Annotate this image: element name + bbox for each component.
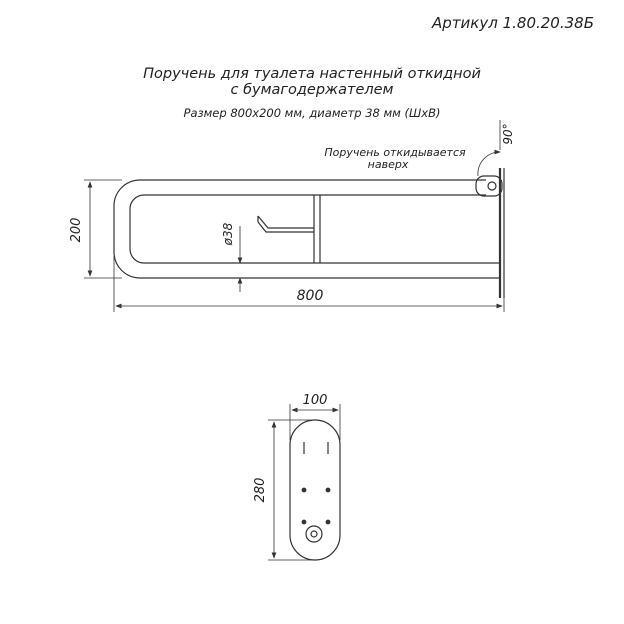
height-dim-label: 200: [69, 217, 84, 243]
fold-angle-arc: [478, 120, 500, 176]
wall-plate-front-view: [290, 420, 340, 560]
plate-bolt-outer: [306, 526, 322, 542]
grab-bar-side-view: [114, 168, 504, 298]
plate-bolt-inner: [311, 531, 317, 537]
angle-dim-label: 90°: [501, 123, 515, 145]
fold-note-line-1: Поручень откидывается: [324, 146, 466, 159]
width-dim-label: 800: [296, 288, 324, 304]
hinge-bolt: [488, 182, 496, 190]
plate-width-label: 100: [302, 393, 328, 408]
article-number: Артикул 1.80.20.38Б: [432, 14, 594, 32]
paper-holder: [258, 216, 314, 232]
hinge-block: [476, 176, 502, 196]
bar-inner-contour: [130, 195, 500, 263]
fold-note-line-2: наверх: [367, 158, 409, 171]
plate-width-dimension: [290, 404, 340, 440]
plate-height-label: 280: [253, 477, 268, 503]
diameter-dim-label: ø38: [221, 222, 235, 246]
title-line-2: с бумагодержателем: [230, 82, 394, 98]
size-note: Размер 800х200 мм, диаметр 38 мм (ШхВ): [183, 106, 441, 120]
plate-outline: [290, 420, 340, 560]
title-line-1: Поручень для туалета настенный откидной: [143, 66, 481, 82]
